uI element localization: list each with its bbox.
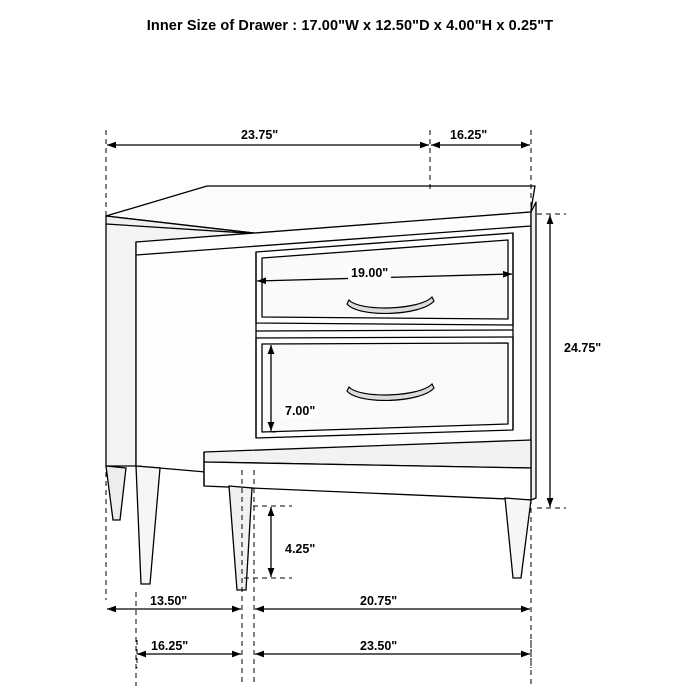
dim-label-drawer-height: 7.00" bbox=[282, 404, 318, 418]
dim-label-base-left: 13.50" bbox=[147, 594, 190, 608]
dim-label-drawer-width: 19.00" bbox=[348, 266, 391, 280]
furniture-body bbox=[106, 186, 536, 500]
dim-label-leg-height: 4.25" bbox=[282, 542, 318, 556]
dim-label-bottom-right: 23.50" bbox=[357, 639, 400, 653]
dim-label-bottom-left: 16.25" bbox=[148, 639, 191, 653]
dim-label-base-right: 20.75" bbox=[357, 594, 400, 608]
dim-label-top-right: 16.25" bbox=[447, 128, 490, 142]
dim-label-top-left: 23.75" bbox=[238, 128, 281, 142]
dim-label-total-height: 24.75" bbox=[561, 341, 604, 355]
page-title: Inner Size of Drawer : 17.00"W x 12.50"D x 4.00"H x 0.25"T bbox=[146, 18, 554, 34]
